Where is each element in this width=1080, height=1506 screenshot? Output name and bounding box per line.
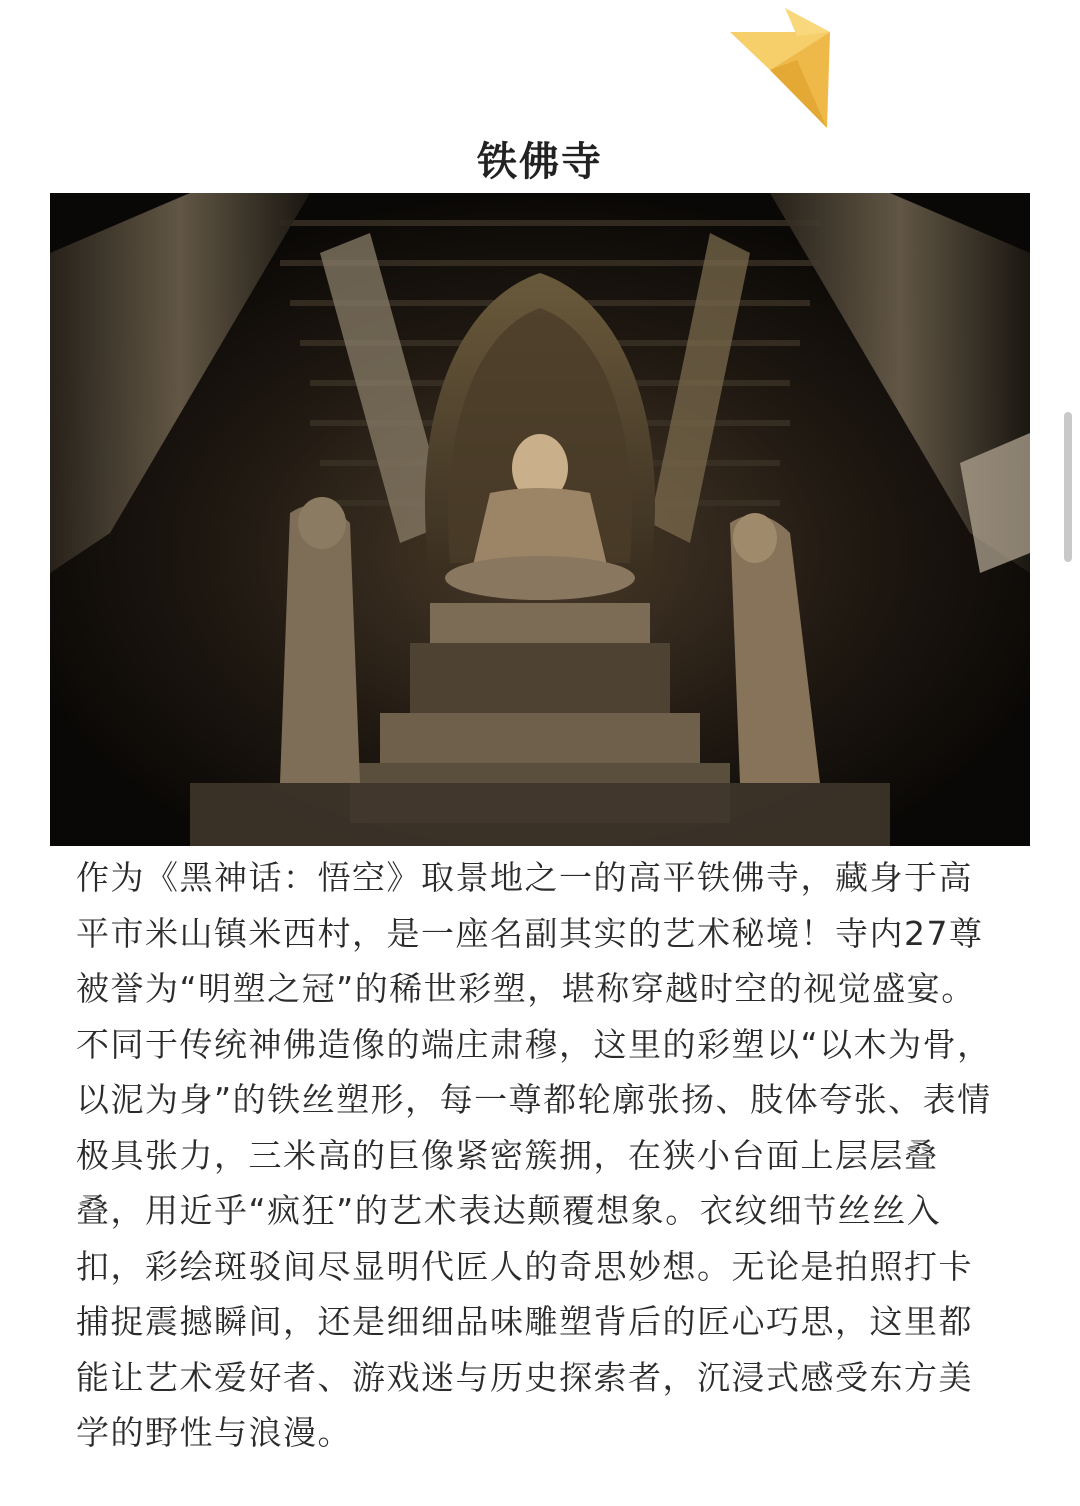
page-title: 铁佛寺 — [477, 139, 603, 185]
scrollbar[interactable] — [1064, 412, 1072, 562]
paragraph: 作为《黑神话：悟空》取景地之一的高平铁佛寺，藏身于高平市米山镇米西村，是一座名副其实的艺术秘境！寺内27尊被誉为“明塑之冠”的稀世彩塑，堪称穿越时空的视觉盛宴。 — [76, 858, 984, 1008]
article-body — [76, 850, 1006, 1461]
paper-plane-icon — [725, 0, 835, 135]
paragraph: 不同于传统神佛造像的端庄肃穆，这里的彩塑以“以木为骨，以泥为身”的铁丝塑形，每一尊都轮廓张扬、肢体夸张、表情极具张力，三米高的巨像紧密簇拥，在狭小台面上层层叠叠，用近乎“疯狂”的艺术表达颠覆想象。衣纹细节丝丝入扣，彩绘斑驳间尽显明代匠人的奇思妙想。无论是拍照打卡捕捉震撼瞬间，还是细细品味雕塑背后的匠心巧思，这里都能让艺术爱好者、游戏迷与历史探索者，沉浸式感受东方美学的野性与浪漫。 — [76, 1024, 992, 1452]
temple-photo — [50, 193, 1030, 846]
